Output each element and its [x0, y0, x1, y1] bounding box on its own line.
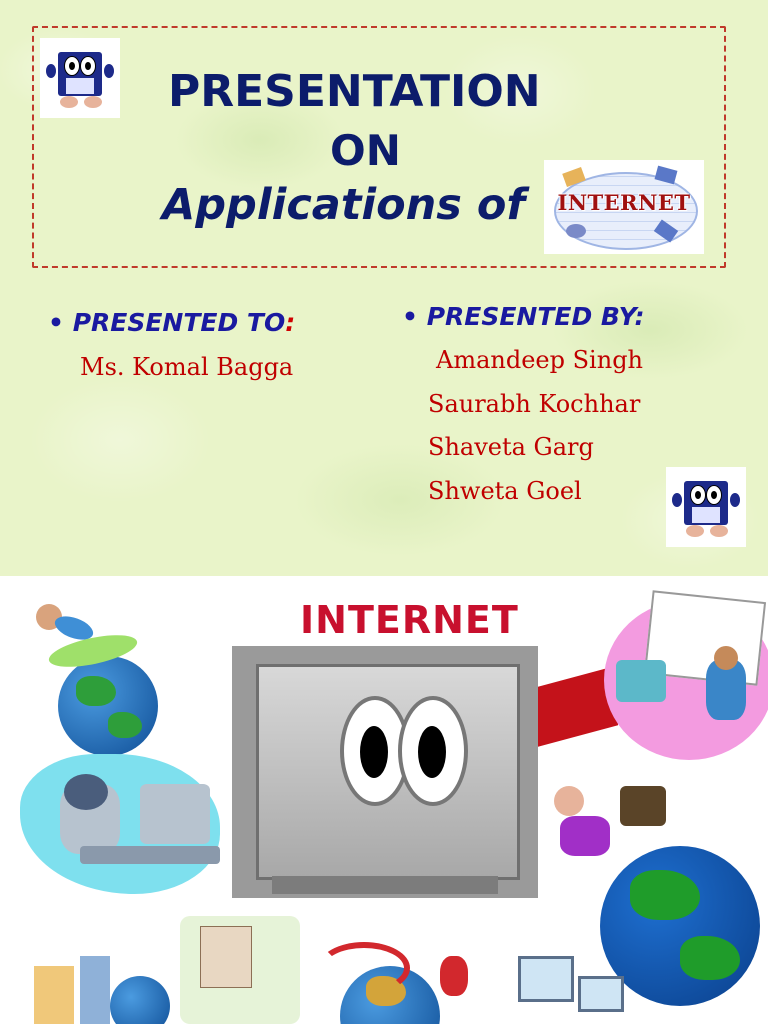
presenter-name: Saurabh Kochhar	[428, 390, 641, 418]
frustrated-user-clipart	[20, 754, 240, 904]
floppy-disk-mascot-icon	[666, 467, 746, 547]
buildings-clipart	[20, 906, 310, 1024]
surfer-on-globe-clipart	[8, 596, 178, 766]
title-line-3: Applications of	[162, 180, 526, 230]
title-line-1: PRESENTATION	[168, 66, 541, 117]
presenter-name: Amandeep Singh	[436, 346, 644, 374]
presenter-name: Shaveta Garg	[428, 433, 594, 461]
phone-icon	[566, 224, 586, 238]
internet-collage-slide	[0, 576, 768, 1024]
presented-to-colon: :	[285, 308, 296, 337]
internet-globe-logo	[544, 160, 704, 254]
internet-logo-text: INTERNET	[557, 190, 691, 215]
collage-title: INTERNET	[300, 598, 519, 642]
presented-to-heading: • PRESENTED TO:	[48, 308, 296, 337]
person-at-computer-clipart	[596, 590, 768, 790]
presented-to-name: Ms. Komal Bagga	[80, 353, 294, 381]
globe-with-phone-clipart	[310, 936, 490, 1024]
small-computer-clipart	[508, 946, 628, 1024]
title-line-2: ON	[330, 126, 401, 175]
floppy-disk-mascot-icon	[40, 38, 120, 118]
presented-by-heading: • PRESENTED BY:	[402, 302, 645, 331]
presented-to-label: PRESENTED TO	[72, 308, 286, 337]
presented-by-label: PRESENTED BY:	[426, 302, 645, 331]
presenter-name: Shweta Goel	[428, 477, 582, 505]
monitor-with-eyes-clipart	[232, 646, 538, 898]
